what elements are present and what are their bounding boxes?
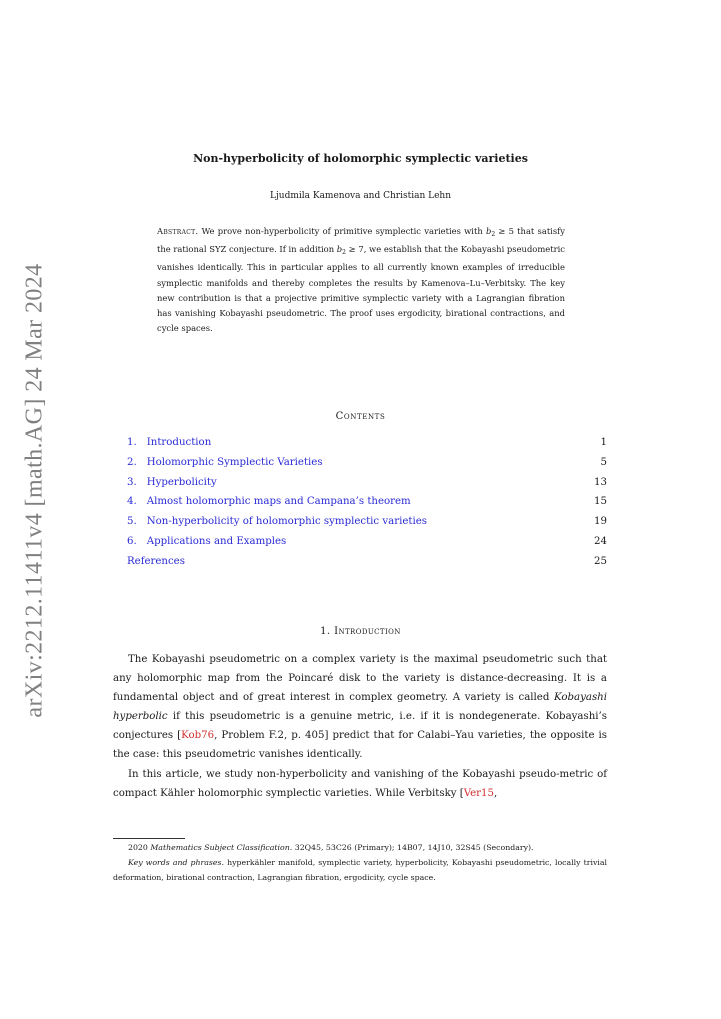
toc-number: 5. xyxy=(127,516,137,528)
toc-number: 6. xyxy=(127,535,137,547)
toc-title: Non-hyperbolicity of holomorphic symplectic varieties xyxy=(146,516,427,528)
toc-page: 19 xyxy=(594,516,607,528)
section-heading-introduction xyxy=(0,626,721,637)
paragraph-2 xyxy=(113,765,607,803)
footnotes xyxy=(113,841,607,885)
toc-number: 2. xyxy=(127,456,137,468)
toc-link-references[interactable] xyxy=(127,556,185,567)
abstract-ge5: ≥ 5 xyxy=(495,226,514,236)
toc-number: 3. xyxy=(127,476,137,488)
footnote-msc-year: 2020 xyxy=(128,843,151,852)
paragraph-2-text-a: In this article, we study non-hyperbolicity and vanishing of the Kobayashi pseudo-metric of compact Kähler holomorphic symplectic varieties. While Verbitsky [ xyxy=(113,768,607,799)
toc-row-hyperbolicity xyxy=(127,477,607,497)
paper-authors: Ljudmila Kamenova and Christian Lehn xyxy=(270,191,451,201)
paragraph-1 xyxy=(113,650,607,765)
toc-page: 5 xyxy=(600,456,607,468)
footnote-keywords-text: hyperkähler manifold, symplectic variety, hyperbolicity, Kobayashi pseudometric, locally trivial deformation, birational contraction, Lagrangian fibration, ergodicity, cycle space. xyxy=(113,857,607,882)
toc-row-introduction xyxy=(127,437,607,457)
abstract-text-pre: We prove non-hyperbolicity of primitive symplectic varieties with xyxy=(198,226,486,236)
toc-page: 25 xyxy=(594,555,607,567)
toc-link-introduction[interactable] xyxy=(127,437,211,448)
abstract-ge7: ≥ 7 xyxy=(346,244,364,255)
section-number: 1. xyxy=(320,626,335,637)
paragraph-1-text-b: if this pseudometric is a genuine metric, i.e. if it is nondegenerate. Kobayashi’s conjectures [ xyxy=(113,711,607,742)
abstract-b2-b-sub: 2 xyxy=(342,249,346,257)
arxiv-identifier-text: arXiv:2212.11411v4 [math.AG] 24 Mar 2024 xyxy=(21,262,48,718)
citation-ver15[interactable]: Ver15 xyxy=(463,787,495,799)
abstract-b2-b: b xyxy=(336,244,343,255)
footnote-msc-text: 32Q45, 53C26 (Primary); 14B07, 14J10, 32S45 (Secondary). xyxy=(292,843,534,852)
footnote-rule xyxy=(113,838,185,839)
toc-page: 1 xyxy=(600,437,607,448)
toc-number: 1. xyxy=(127,437,137,448)
toc-link-almost-holomorphic-maps[interactable] xyxy=(127,496,411,507)
abstract xyxy=(157,224,565,336)
footnote-keywords xyxy=(113,856,607,886)
toc-page: 13 xyxy=(594,476,607,488)
contents-heading: Contents xyxy=(335,411,386,422)
toc-row-references xyxy=(127,556,607,576)
toc-title: Introduction xyxy=(146,437,212,448)
kobayashi-hyperbolic-term: Kobayashi hyperbolic xyxy=(113,692,607,723)
footnote-msc xyxy=(113,841,607,856)
abstract-label: Abstract. xyxy=(157,226,199,236)
toc-number: 4. xyxy=(127,496,137,508)
abstract-b2-a-sub: 2 xyxy=(491,231,496,238)
table-of-contents xyxy=(127,437,607,576)
toc-title: Holomorphic Symplectic Varieties xyxy=(146,456,323,468)
toc-row-holomorphic-symplectic-varieties xyxy=(127,457,607,477)
abstract-text-rest: , we establish that the Kobayashi pseudometric vanishes identically. This in particular applies to all currently known examples of irreducible symplectic manifolds and thereby completes the results by Kamenova–Lu–Verbitsky. The key new contribution is that a projective primitive symplectic variety with a Lagrangian fibration has vanishing Kobayashi pseudometric. The proof uses ergodicity, birational contractions, and cycle spaces. xyxy=(157,244,565,334)
abstract-b2-a: b xyxy=(485,226,492,236)
toc-title: Applications and Examples xyxy=(146,535,287,547)
toc-link-hyperbolicity[interactable] xyxy=(127,477,217,488)
toc-row-applications-and-examples xyxy=(127,536,607,556)
paragraph-1-text-c: , Problem F.2, p. 405] predict that for Calabi–Yau varieties, the opposite is the case: this pseudometric vanishes identically. xyxy=(113,730,608,761)
toc-title: Almost holomorphic maps and Campana’s theorem xyxy=(146,496,411,508)
toc-link-applications-and-examples[interactable] xyxy=(127,536,286,547)
abstract-text-mid: that satisfy the rational SYZ conjecture. If in addition xyxy=(157,226,565,255)
section-title: Introduction xyxy=(334,626,401,637)
paper-title: Non-hyperbolicity of holomorphic symplectic varieties xyxy=(193,152,528,165)
toc-page: 15 xyxy=(594,496,607,508)
toc-row-almost-holomorphic-maps xyxy=(127,496,607,516)
toc-link-non-hyperbolicity[interactable] xyxy=(127,516,427,527)
toc-title: Hyperbolicity xyxy=(146,476,217,488)
toc-row-non-hyperbolicity xyxy=(127,516,607,536)
body-text xyxy=(113,650,607,803)
paragraph-2-text-b: , xyxy=(494,787,498,799)
toc-link-holomorphic-symplectic-varieties[interactable] xyxy=(127,457,323,468)
footnote-keywords-label: Key words and phrases. xyxy=(128,857,225,867)
toc-title: References xyxy=(127,555,185,567)
toc-page: 24 xyxy=(594,535,607,547)
paragraph-1-text-a: The Kobayashi pseudometric on a complex variety is the maximal pseudometric such that any holomorphic map from the Poincaré disk to the variety is distance-decreasing. It is a fundamental object and of great interest in complex geometry. A variety is called xyxy=(113,654,607,704)
footnote-msc-label: Mathematics Subject Classification. xyxy=(150,843,293,852)
citation-kob76[interactable]: Kob76 xyxy=(181,730,215,742)
